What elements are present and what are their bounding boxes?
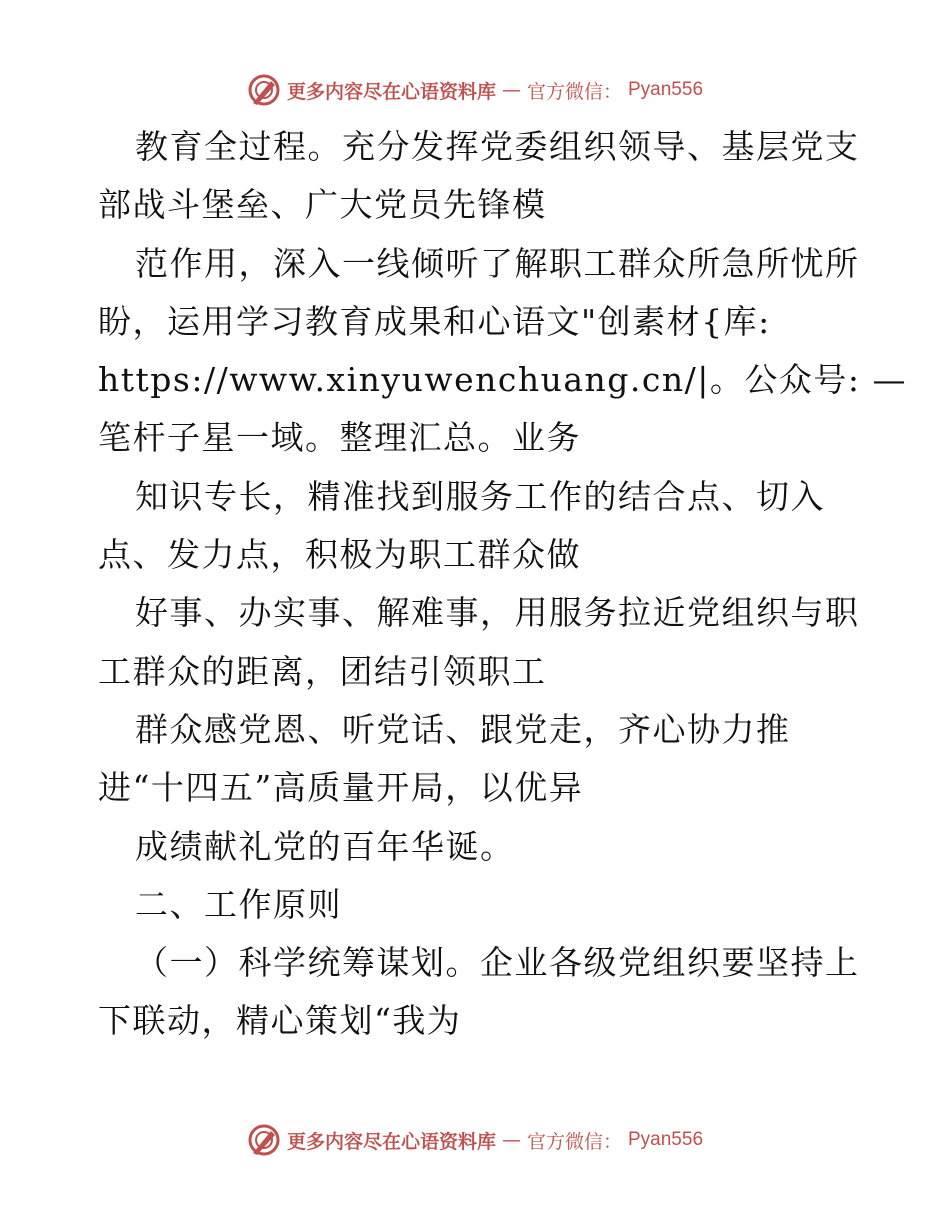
watermark-header	[0, 70, 950, 110]
body-line: 部战斗堡垒、广大党员先锋模	[98, 185, 547, 225]
pen-logo-icon	[247, 73, 281, 107]
watermark-wechat-id: Pyan556	[628, 1129, 704, 1150]
watermark-wechat-id: Pyan556	[628, 79, 704, 100]
watermark-footer	[0, 1120, 950, 1160]
watermark-dash: —	[501, 1129, 521, 1151]
watermark-brand: 更多内容尽在心语资料库	[286, 80, 496, 103]
watermark-dash: —	[501, 79, 521, 101]
body-line: 盼，运用学习教育成果和心语文"创素材{库:	[98, 301, 771, 341]
body-line: 下联动，精心策划“我为	[98, 1001, 462, 1041]
body-line: 教育全过程。充分发挥党委组织领导、基层党支	[135, 127, 860, 166]
watermark-official: 官方微信：	[526, 80, 622, 103]
section-heading: 二、工作原则	[135, 884, 342, 924]
watermark-official: 官方微信：	[526, 1130, 622, 1153]
body-line: 笔杆子星一域。整理汇总。业务	[98, 418, 581, 458]
body-line: （一）科学统筹谋划。企业各级党组织要坚持上	[135, 943, 860, 983]
pen-logo-icon	[247, 1123, 281, 1157]
watermark-brand: 更多内容尽在心语资料库	[286, 1130, 496, 1153]
body-line: 好事、办实事、解难事，用服务拉近党组织与职	[135, 593, 860, 633]
body-line: 群众感党恩、听党话、跟党走，齐心协力推	[135, 709, 791, 749]
body-line: 成绩献礼党的百年华诞。	[135, 826, 515, 866]
body-line: 点、发力点，积极为职工群众做	[98, 535, 581, 575]
body-line: 知识专长，精准找到服务工作的结合点、切入	[135, 476, 825, 516]
body-line: 进“十四五”高质量开局，以优异	[98, 768, 584, 808]
body-line: 工群众的距离，团结引领职工	[98, 651, 547, 691]
body-line: https://www.xinyuwenchuang.cn/|。公众号: —	[98, 360, 907, 400]
body-line: 范作用，深入一线倾听了解职工群众所急所忧所	[135, 243, 860, 283]
document-body	[98, 118, 907, 1051]
